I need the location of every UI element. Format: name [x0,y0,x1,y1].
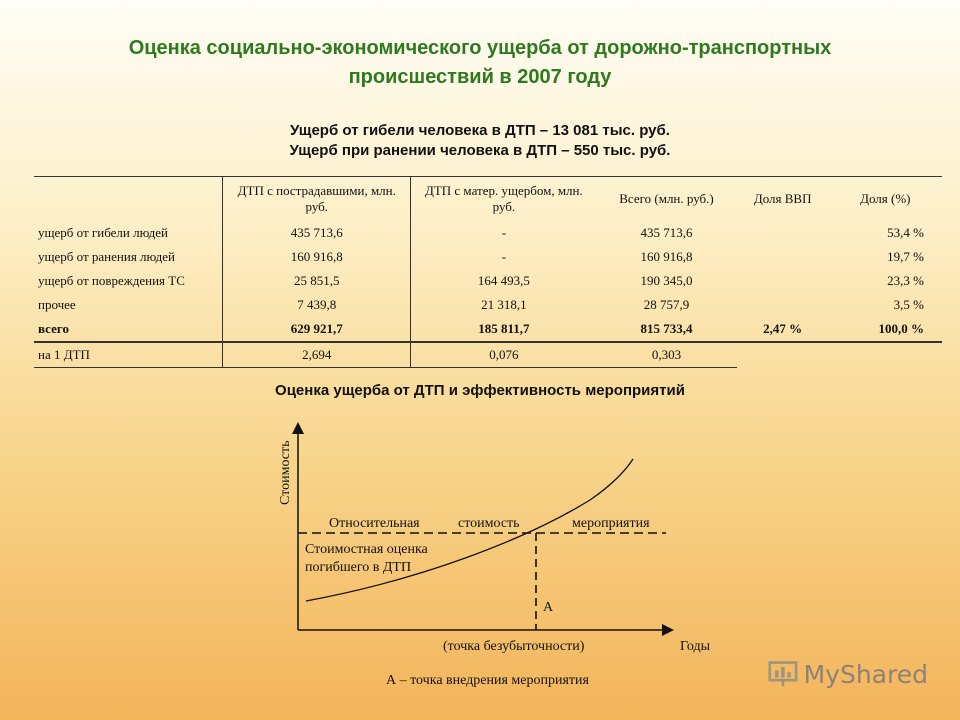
table-cell: - [411,221,596,245]
table-cell: 629 921,7 [223,317,411,342]
column-header: ДТП с матер. ущербом, млн. руб. [411,177,596,222]
table-cell: 100,0 % [829,317,942,342]
column-header: Всего (млн. руб.) [596,177,737,222]
table-cell: 53,4 % [887,225,924,240]
table-cell: 7 439,8 [223,293,411,317]
table-cell: 0,303 [596,342,737,368]
curve-label-line-1: Стоимостная оценка [305,542,428,557]
graph-caption: А – точка внедрения мероприятия [386,673,589,688]
curve-label-line-2: погибшего в ДТП [305,560,412,575]
table-cell: 2,47 % [737,317,829,342]
table-cell: 190 345,0 [640,273,693,288]
table-cell: всего [34,317,223,342]
table-cell: ущерб от гибели людей [38,225,168,240]
table-cell: ущерб от ранения людей [38,249,175,264]
subtitle-line-1: Ущерб от гибели человека в ДТП – 13 081 тыс. руб. [290,122,670,139]
point-a-label: А [543,600,554,615]
table-cell: 160 916,8 [640,249,693,264]
table-cell: 815 733,4 [596,317,737,342]
table-cell: 185 811,7 [411,317,596,342]
relative-cost-label-2: стоимость [458,516,520,531]
x-axis-label: Годы [680,639,710,654]
title-line-2: происшествий в 2007 году [348,66,612,88]
subtitle-line-2: Ущерб при ранении человека в ДТП – 550 тыс. руб. [289,142,671,159]
table-cell: 164 493,5 [411,269,596,293]
column-header: Доля ВВП [737,177,829,222]
breakeven-label: (точка безубыточности) [443,639,585,654]
site-logo [768,656,928,692]
table-cell: 28 757,9 [643,297,690,312]
table-cell: 25 851,5 [223,269,411,293]
relative-cost-label-3: мероприятия [572,516,650,531]
table-cell: 435 713,6 [640,225,693,240]
presentation-logo-icon [768,658,800,690]
column-header: ДТП с пострадавшими, млн. руб. [223,177,411,222]
table-cell: - [411,245,596,269]
table-cell: 2,694 [223,342,411,368]
table-cell: 3,5 % [893,297,924,312]
graph-title: Оценка ущерба от ДТП и эффективность мероприятий [275,382,685,399]
table-cell: на 1 ДТП [34,342,223,368]
table-cell: ущерб от повреждения ТС [38,273,185,288]
table-cell: прочее [38,297,76,312]
title-line-1: Оценка социально-экономического ущерба от дорожно-транспортных [128,37,832,59]
table-cell: 19,7 % [887,249,924,264]
column-header: Доля (%) [829,177,942,222]
table-cell: 435 713,6 [223,221,411,245]
table-cell: 21 318,1 [411,293,596,317]
relative-cost-label-1: Относительная [329,516,420,531]
table-cell: 160 916,8 [223,245,411,269]
y-axis-label: Стоимость [278,440,293,505]
table-cell: 23,3 % [887,273,924,288]
logo-text: MyShared [803,659,928,689]
table-cell: 0,076 [411,342,596,368]
